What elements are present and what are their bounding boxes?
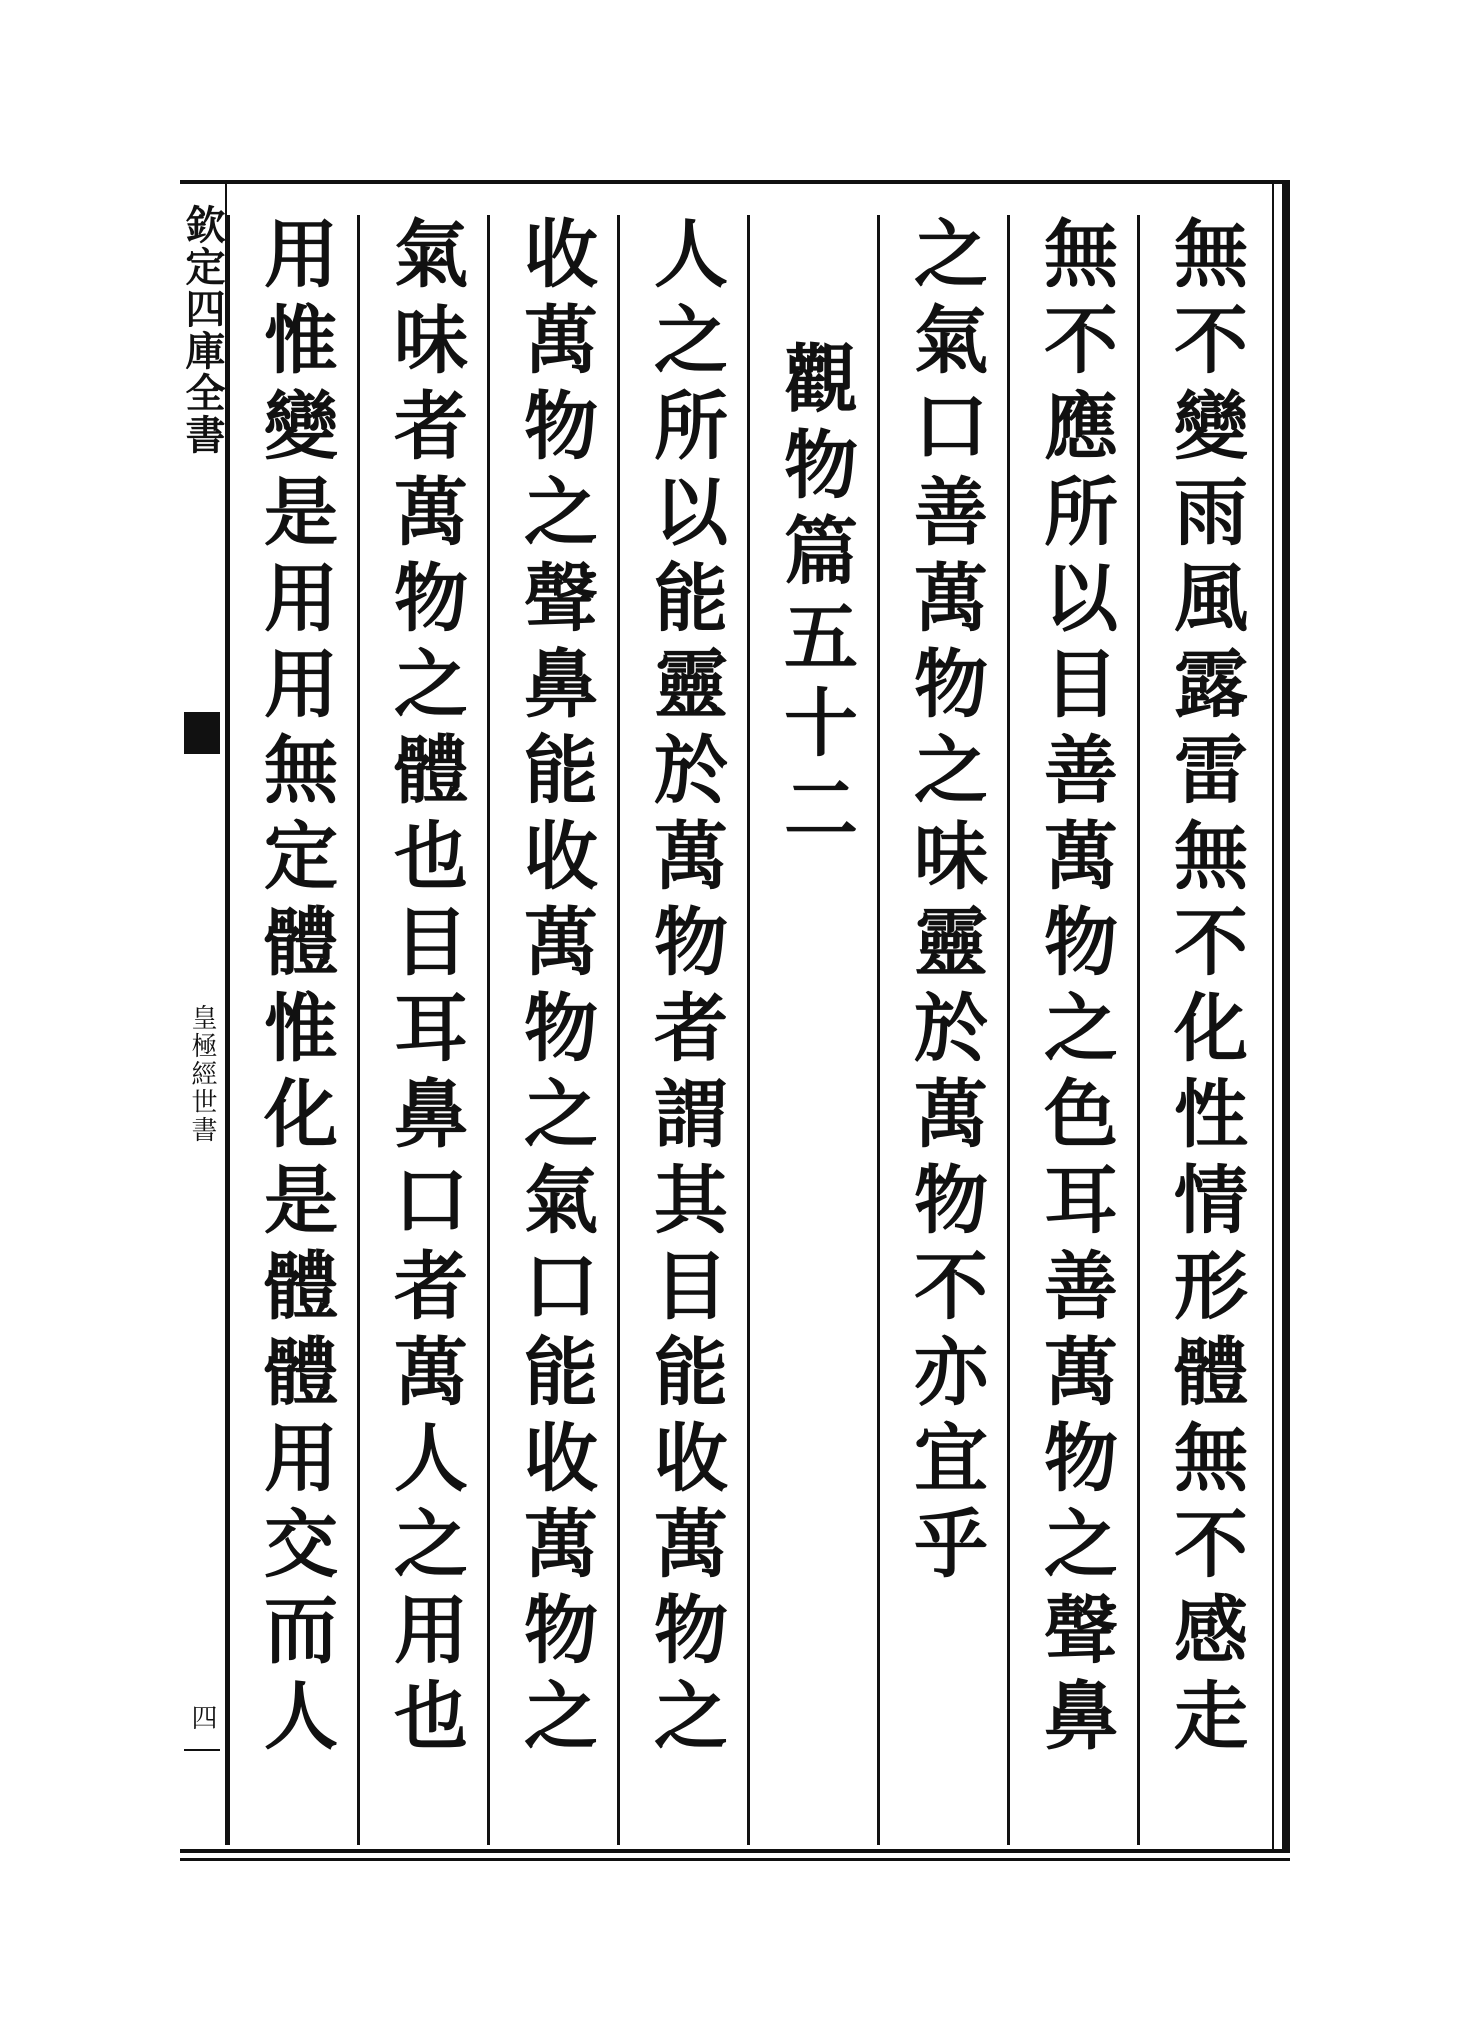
margin-book-title: 皇極經世書	[187, 1004, 217, 1144]
text-column-6: 收萬物之聲鼻能收萬物之氣口能收萬物之	[512, 215, 598, 1763]
text-column-3: 之氣口善萬物之味靈於萬物不亦宜乎	[902, 215, 988, 1591]
text-column-8: 用惟變是用用無定體惟化是體體用交而人	[252, 215, 338, 1763]
text-column-7: 氣味者萬物之體也目耳鼻口者萬人之用也	[382, 215, 468, 1763]
text-column-2: 無不應所以目善萬物之色耳善萬物之聲鼻	[1032, 215, 1118, 1763]
text-column-4: 觀物篇五十二	[772, 340, 858, 856]
margin-title: 欽定四庫全書	[179, 204, 226, 456]
margin-page-number: 四	[187, 1704, 217, 1730]
margin-column	[180, 184, 227, 1845]
margin-page-rule	[184, 1749, 220, 1751]
fishtail-mark	[184, 712, 220, 754]
text-column-5: 人之所以能靈於萬物者謂其目能收萬物之	[642, 215, 728, 1763]
outer-border-thick	[1282, 180, 1290, 1849]
bottom-rule	[180, 1858, 1290, 1861]
outer-border-thin	[1272, 180, 1274, 1849]
text-column-1: 無不變雨風露雷無不化性情形體無不感走	[1162, 215, 1248, 1763]
